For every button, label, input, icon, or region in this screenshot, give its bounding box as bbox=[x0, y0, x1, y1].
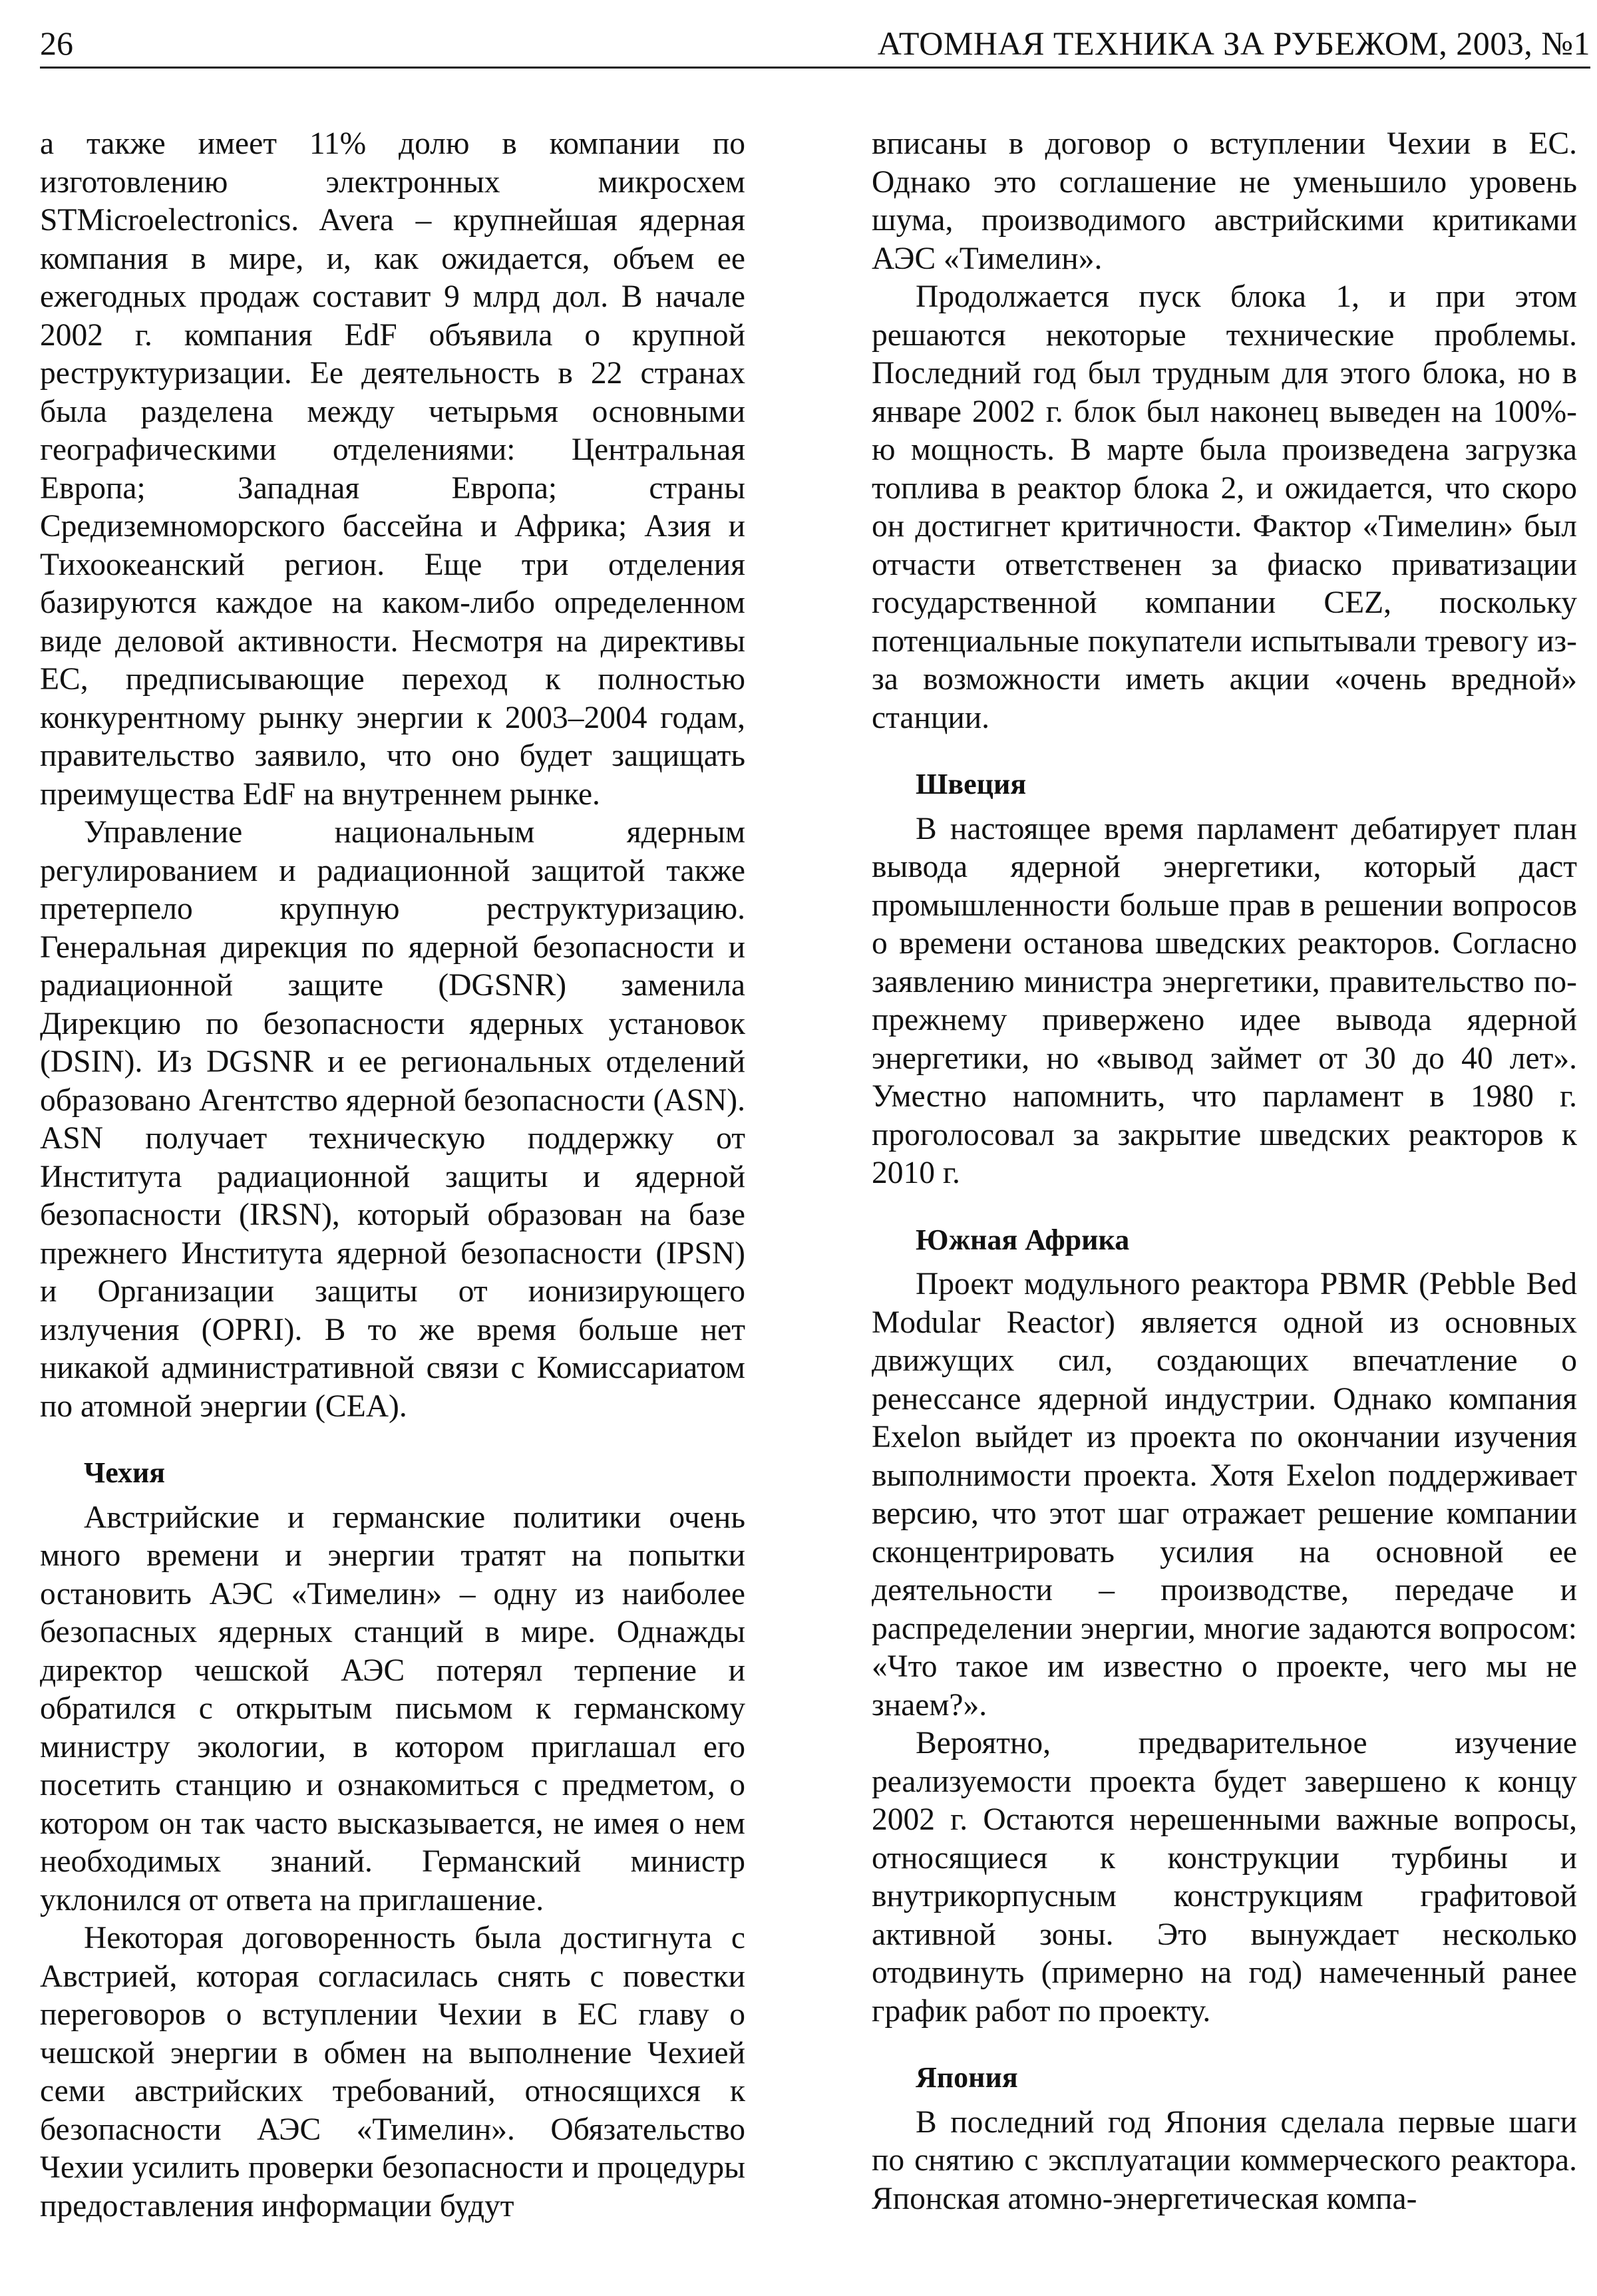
page-number: 26 bbox=[40, 25, 73, 62]
paragraph-regulation: Управление национальным ядерным регулированием и радиационной защитой также претерпело крупную реструктуризацию. Генеральная дирекция по ядерной безопасности и радиационной защите (DGSNR) заменила Дирекцию по безопасности ядерных установок (DSIN). Из DGSNR и ее региональных отделений образовано Агентство ядерной безопасности (ASN). ASN получает техническую поддержку от Института радиационной защиты и ядерной безопасности (IRSN), который образован на базе прежнего Института ядерной безопасности (IPSN) и Организации защиты от ионизирующего излучения (OPRI). В то же время больше нет никакой административной связи с Комиссариатом по атомной энергии (CEA). bbox=[40, 815, 745, 1424]
left-column bbox=[40, 125, 745, 2225]
section-heading-south-africa: Южная Африка bbox=[916, 1223, 1130, 1256]
paragraph-eu-accession: вписаны в договор о вступлении Чехии в ЕС. Однако это соглашение не уменьшило уровень шума, производимого австрийскими критиками АЭС «Тимелин». bbox=[872, 126, 1577, 276]
paragraph-pbmr: Проект модульного реактора PBMR (Pebble Bed Modular Reactor) является одной из основных движущих сил, создающих впечатление о ренессансе ядерной индустрии. Однако компания Exelon выйдет из проекта по окончании изучения выполнимости проекта. Хотя Exelon поддерживает версию, что этот шаг отражает решение компании сконцентрировать усилия на основной ее деятельности – производстве, передаче и распределении энергии, многие задаются вопросом: «Что такое им известно о проекте, чего мы не знаем?». bbox=[872, 1267, 1577, 1722]
section-heading-sweden: Швеция bbox=[916, 768, 1027, 800]
paragraph-temelin-startup: Продолжается пуск блока 1, и при этом решаются некоторые технические проблемы. Последний год был трудным для этого блока, но в январе 2002 г. блок был наконец выведен на 100%-ю мощность. В марте была произведена загрузка топлива в реактор блока 2, и ожидается, что скоро он достигнет критичности. Фактор «Тимелин» был отчасти ответственен за фиаско приватизации государственной компании CEZ, поскольку потенциальные покупатели испытывали тревогу из-за возможности иметь акции «очень вредной» станции. bbox=[872, 279, 1577, 735]
paragraph-japan-decommissioning: В последний год Япония сделала первые шаги по снятию с эксплуатации коммерческого реактора. Японская атомно-энергетическая компа- bbox=[872, 2104, 1577, 2216]
paragraph-sweden-phaseout: В настоящее время парламент дебатирует план вывода ядерной энергетики, который даст промышленности больше прав в решении вопросов о времени останова шведских реакторов. Согласно заявлению министра энергетики, правительство по-прежнему привержено идее вывода ядерной энергетики, но «вывод займет от 30 до 40 лет». Уместно напомнить, что парламент в 1980 г. проголосовал за закрытие шведских реакторов к 2010 г. bbox=[872, 811, 1577, 1190]
page-header bbox=[40, 19, 1590, 69]
paragraph-temelin-critics: Австрийские и германские политики очень много времени и энергии тратят на попытки остановить АЭС «Тимелин» – одну из наиболее безопасных ядерных станций в мире. Однажды директор чешской АЭС потерял терпение и обратился с открытым письмом к германскому министру экологии, в котором приглашал его посетить станцию и ознакомиться с предметом, о котором он так часто высказывается, не имея о нем необходимых знаний. Германский министр уклонился от ответа на приглашение. bbox=[40, 1500, 745, 1917]
section-heading-japan: Япония bbox=[916, 2061, 1018, 2094]
paragraph-edf-restructuring: а также имеет 11% долю в компании по изготовлению электронных микросхем STMicroelectronics. Avera – крупнейшая ядерная компания в мире, и, как ожидается, объем ее ежегодных продаж составит 9 млрд дол. В начале 2002 г. компания EdF объявила о крупной реструктуризации. Ее деятельность в 22 странах была разделена между четырьмя основными географическими отделениями: Центральная Европа; Западная Европа; страны Средиземноморского бассейна и Африка; Азия и Тихоокеанский регион. Еще три отделения базируются каждое на каком-либо определенном виде деловой активности. Несмотря на директивы ЕС, предписывающие переход к полностью конкурентному рынку энергии к 2003–2004 годам, правительство заявило, что оно будет защищать преимущества EdF на внутреннем рынке. bbox=[40, 126, 745, 812]
running-title: АТОМНАЯ ТЕХНИКА ЗА РУБЕЖОМ, 2003, №1 bbox=[877, 25, 1590, 62]
section-heading-czech: Чехия bbox=[84, 1456, 166, 1489]
paragraph-austria-agreement: Некоторая договоренность была достигнута с Австрией, которая согласилась снять с повестки переговоров о вступлении Чехии в ЕС главу о чешской энергии в обмен на выполнение Чехией семи австрийских требований, относящихся к безопасности АЭС «Тимелин». Обязательство Чехии усилить проверки безопасности и процедуры предоставления информации будут bbox=[40, 1921, 745, 2223]
right-column bbox=[872, 125, 1577, 2218]
paragraph-pbmr-feasibility: Вероятно, предварительное изучение реализуемости проекта будет завершено к концу 2002 г. Остаются нерешенными важные вопросы, относящиеся к конструкции турбины и внутрикорпусным конструкциям графитовой активной зоны. Это вынуждает несколько отодвинуть (примерно на год) намеченный ранее график работ по проекту. bbox=[872, 1726, 1577, 2029]
